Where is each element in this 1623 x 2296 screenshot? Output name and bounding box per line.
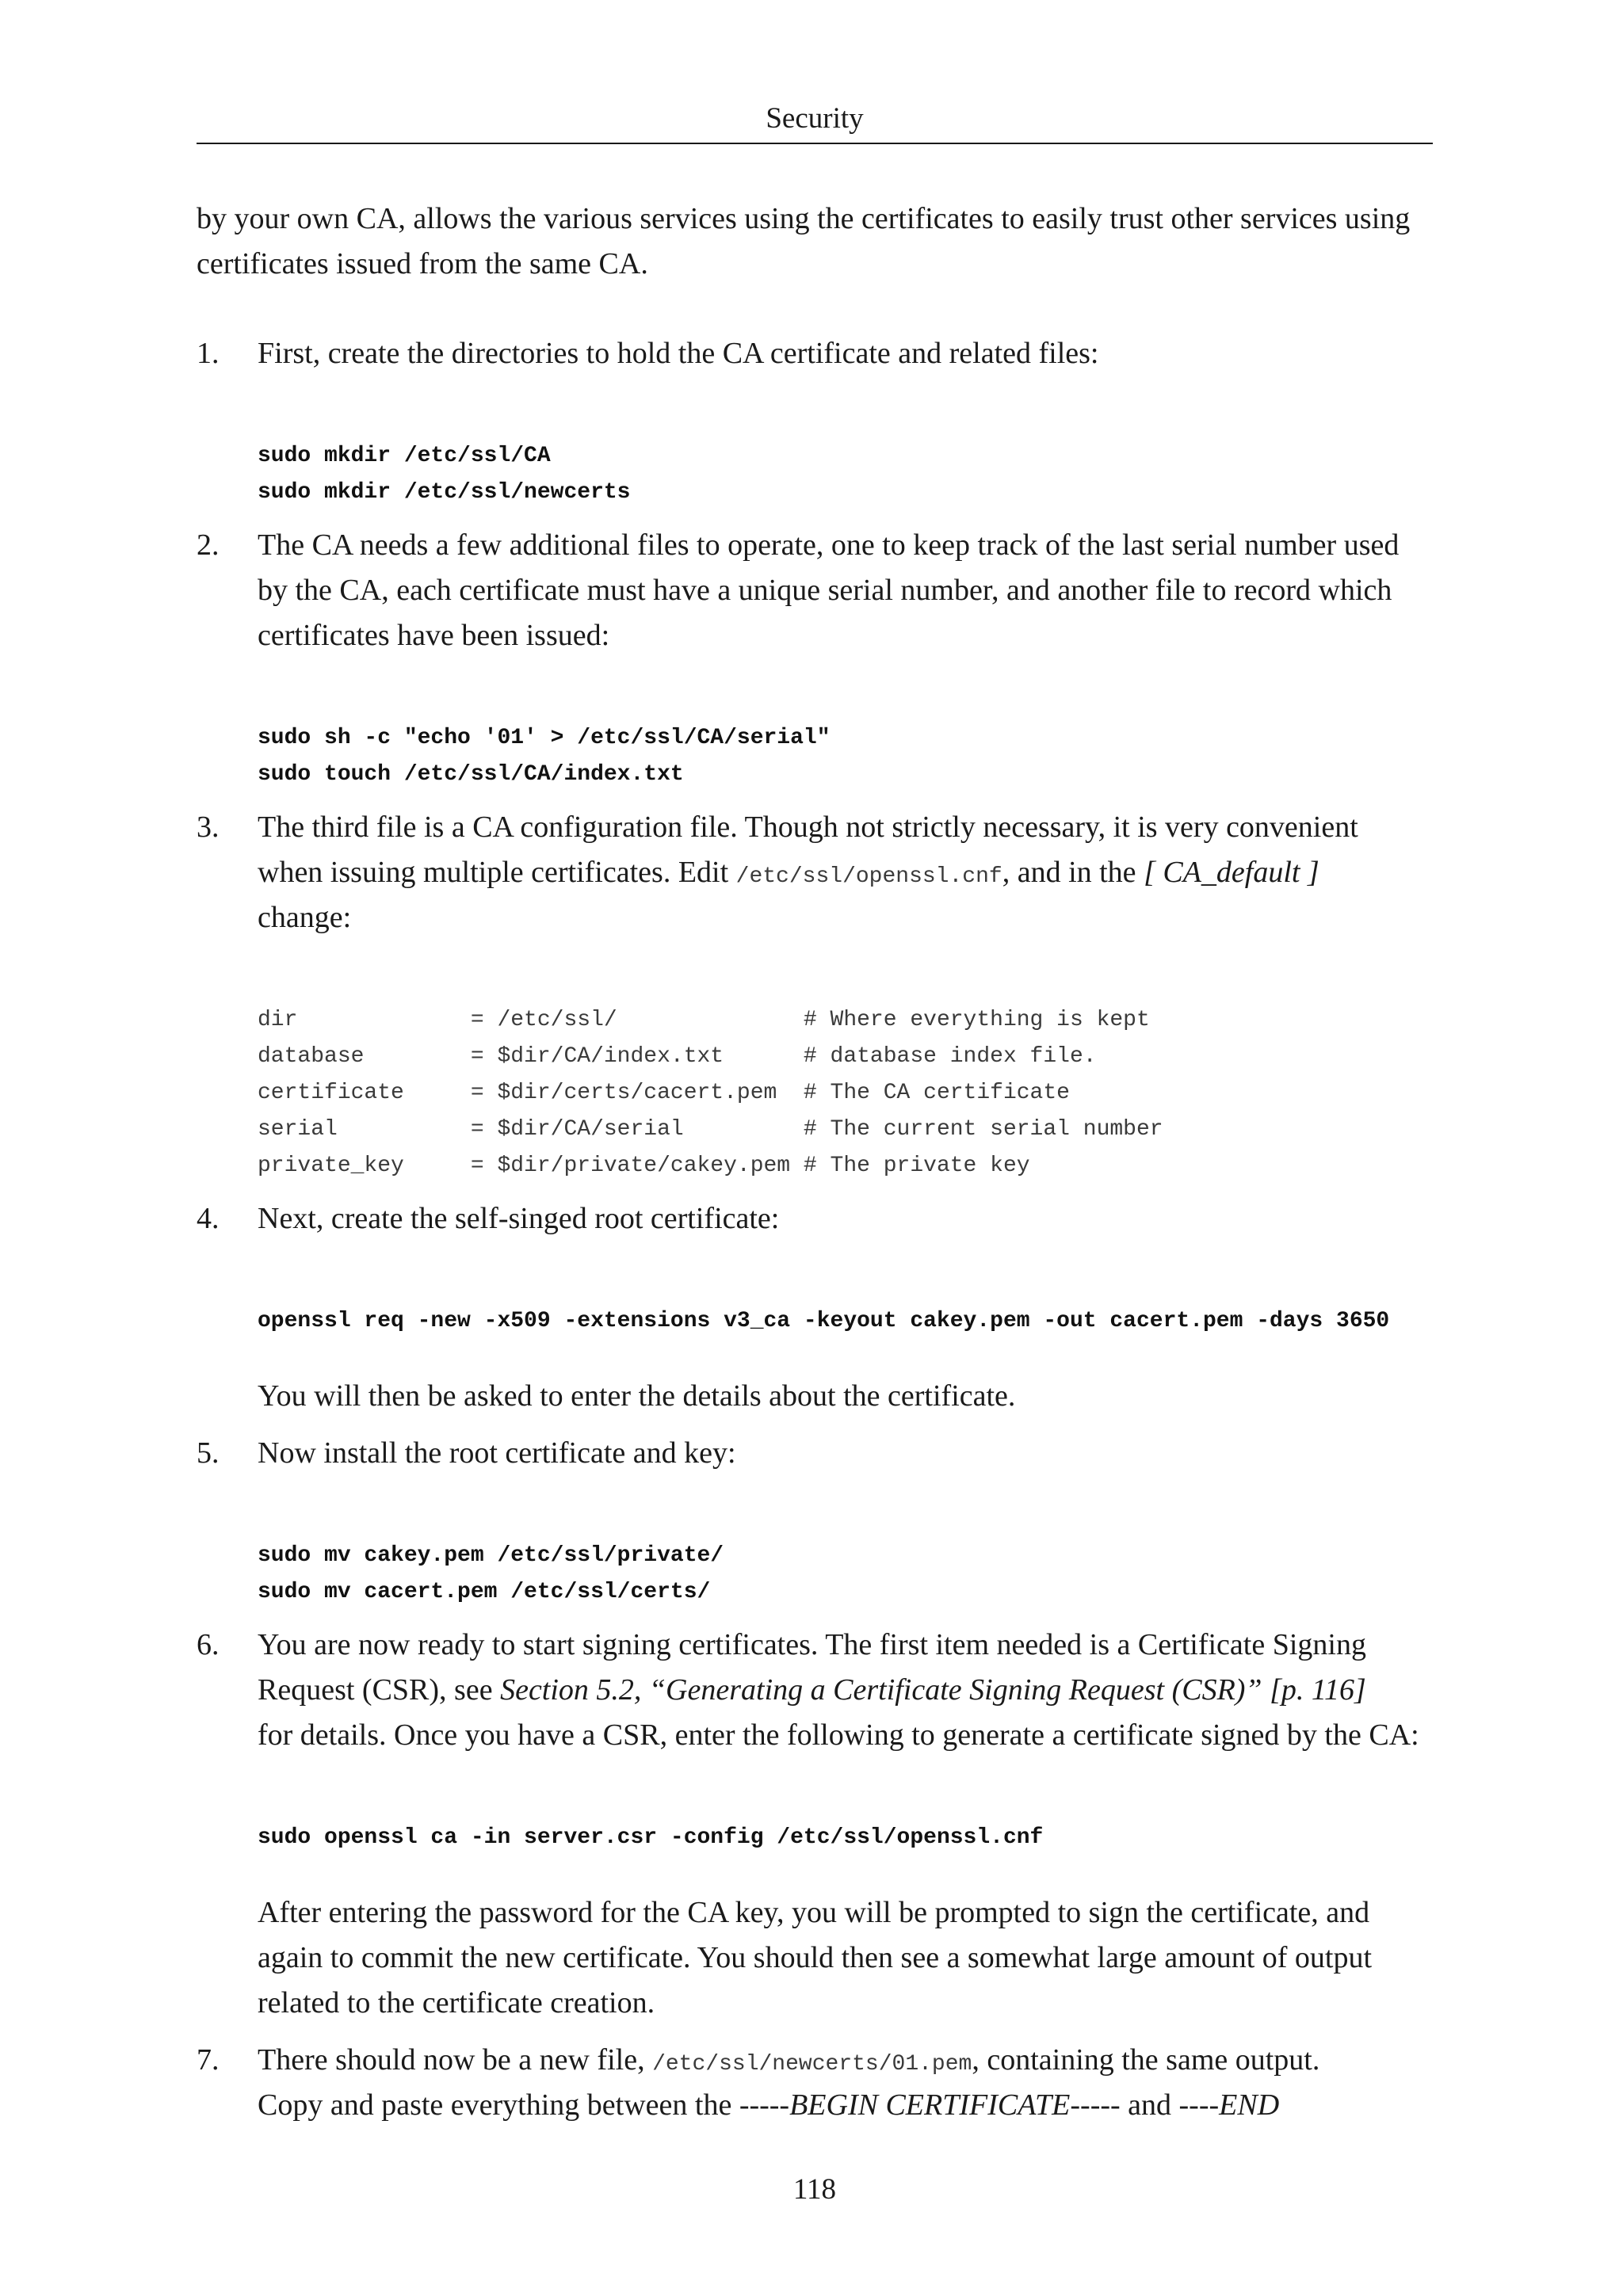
step-7-text-pre-2: Copy and paste everything between the ----- xyxy=(258,2088,790,2122)
step-3-text-line-2 xyxy=(258,850,1319,899)
step-6-text-line-3: for details. Once you have a CSR, enter the following to generate a certificate signed by the CA: xyxy=(258,1718,1419,1752)
step-4-after-text: You will then be asked to enter the details about the certificate. xyxy=(258,1379,1016,1413)
step-7-text-line-1 xyxy=(258,2038,1319,2087)
new-cert-file-path: /etc/ssl/newcerts/01.pem xyxy=(652,2052,972,2077)
step-4-code-block xyxy=(258,1303,1389,1340)
step-1-number: 1. xyxy=(197,337,220,370)
step-7-text-line-2 xyxy=(258,2083,1279,2128)
code-line: serial = $dir/CA/serial # The current serial number xyxy=(258,1117,1163,1142)
step-6-after-line-2: again to commit the new certificate. You should then see a somewhat large amount of output xyxy=(258,1941,1373,1974)
step-1-code-block xyxy=(258,438,630,511)
section-cross-reference-link[interactable]: Section 5.2, “Generating a Certificate Signing Request (CSR)” [p. 116] xyxy=(500,1673,1366,1707)
code-line: sudo sh -c "echo '01' > /etc/ssl/CA/serial" xyxy=(258,726,831,750)
code-line: private_key = $dir/private/cakey.pem # The private key xyxy=(258,1154,1030,1178)
step-6-number: 6. xyxy=(197,1628,220,1661)
step-5-text: Now install the root certificate and key: xyxy=(258,1436,736,1470)
code-line: openssl req -new -x509 -extensions v3_ca -keyout cakey.pem -out cacert.pem -days 3650 xyxy=(258,1309,1390,1333)
running-header: Security xyxy=(766,102,864,135)
step-7-text-post: , containing the same output. xyxy=(972,2043,1320,2077)
step-6-text-pre: Request (CSR), see xyxy=(258,1673,501,1707)
step-2-text-line-3: certificates have been issued: xyxy=(258,619,610,652)
end-certificate-marker: END xyxy=(1219,2088,1280,2122)
step-7-text-mid: ----- and ---- xyxy=(1070,2088,1220,2122)
step-6-after-line-3: related to the certificate creation. xyxy=(258,1986,655,2019)
step-2-number: 2. xyxy=(197,528,220,562)
begin-certificate-marker: BEGIN CERTIFICATE xyxy=(789,2088,1071,2122)
step-5-number: 5. xyxy=(197,1436,220,1470)
step-2-text-line-1: The CA needs a few additional files to operate, one to keep track of the last serial number used xyxy=(258,528,1400,562)
step-3-text-pre: when issuing multiple certificates. Edit xyxy=(258,856,736,889)
intro-line-2: certificates issued from the same CA. xyxy=(197,247,648,280)
step-6-text-line-1: You are now ready to start signing certificates. The first item needed is a Certificate Signing xyxy=(258,1628,1366,1661)
page-number: 118 xyxy=(792,2173,837,2206)
step-7-number: 7. xyxy=(197,2043,220,2077)
code-line: sudo mv cakey.pem /etc/ssl/private/ xyxy=(258,1543,724,1568)
config-section-name: [ CA_default ] xyxy=(1144,856,1319,889)
step-2-text-line-2: by the CA, each certificate must have a unique serial number, and another file to record which xyxy=(258,574,1392,607)
step-1-text: First, create the directories to hold the CA certificate and related files: xyxy=(258,337,1099,370)
code-line: certificate = $dir/certs/cacert.pem # The CA certificate xyxy=(258,1081,1070,1105)
code-line: sudo mkdir /etc/ssl/newcerts xyxy=(258,480,631,505)
header-divider xyxy=(197,143,1433,144)
step-6-after-line-1: After entering the password for the CA key, you will be prompted to sign the certificate, and xyxy=(258,1896,1370,1929)
step-7-text-pre: There should now be a new file, xyxy=(258,2043,653,2077)
code-line: sudo openssl ca -in server.csr -config /etc/ssl/openssl.cnf xyxy=(258,1825,1044,1850)
code-line: sudo touch /etc/ssl/CA/index.txt xyxy=(258,762,684,787)
step-3-text-mid: , and in the xyxy=(1002,856,1144,889)
config-file-path: /etc/ssl/openssl.cnf xyxy=(735,864,1002,889)
step-5-code-block xyxy=(258,1538,724,1611)
code-line: database = $dir/CA/index.txt # database index file. xyxy=(258,1044,1097,1069)
step-4-number: 4. xyxy=(197,1202,220,1235)
intro-line-1: by your own CA, allows the various services using the certificates to easily trust other services using xyxy=(197,202,1411,235)
step-4-text: Next, create the self-singed root certificate: xyxy=(258,1202,780,1235)
code-line: sudo mv cacert.pem /etc/ssl/certs/ xyxy=(258,1580,711,1604)
code-line: sudo mkdir /etc/ssl/CA xyxy=(258,444,551,468)
step-3-number: 3. xyxy=(197,810,220,844)
step-3-text-line-3: change: xyxy=(258,901,352,934)
code-line: dir = /etc/ssl/ # Where everything is kept xyxy=(258,1008,1150,1032)
step-3-text-line-1: The third file is a CA configuration file. Though not strictly necessary, it is very convenient xyxy=(258,810,1358,844)
step-3-code-block xyxy=(258,1002,1163,1184)
step-2-code-block xyxy=(258,720,831,793)
step-6-code-block xyxy=(258,1820,1043,1856)
step-6-text-line-2 xyxy=(258,1668,1366,1713)
